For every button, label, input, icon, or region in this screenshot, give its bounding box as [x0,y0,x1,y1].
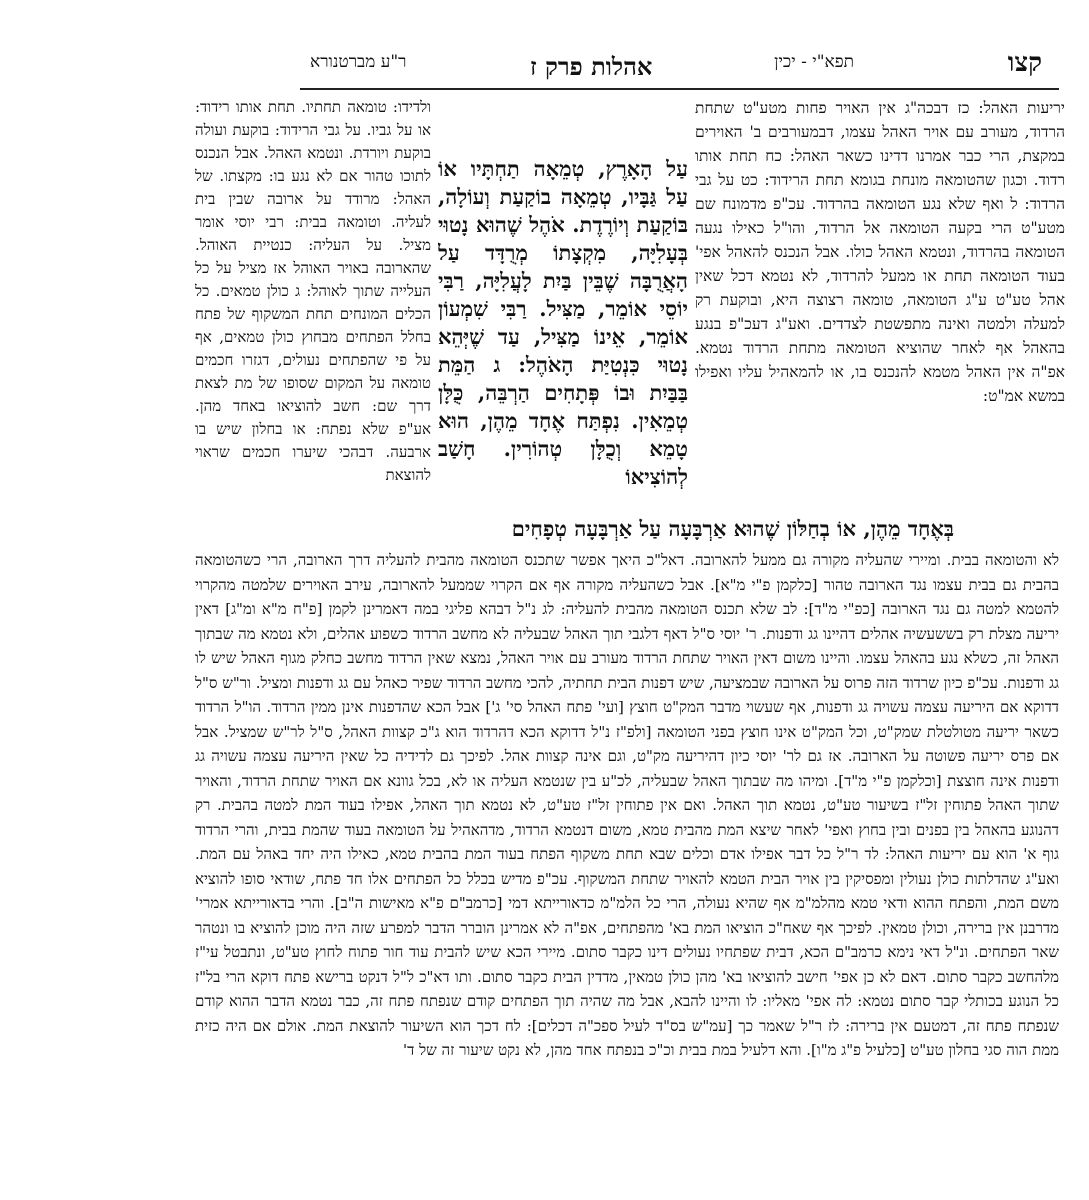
bartenura-text: ולדידו: טומאה תחתיו. תחת אותו רידוד: או על גביו. על גבי הרידוד: בוקעת ועולה בוקעת ויורדת. ונטמא האהל. אבל הנכנס לתוכו טהור אם לא נגע בו: מקצתו. של האהל: מרודד על ארובה שבין בית לעליה. וטומאה בבית: רבי יוסי אומר מציל. על העליה: כנטיית האוהל. שהארובה באויר האוהל אז מציל על כל העלייה שתוך לאוהל: ג כולן טמאים. כל הכלים המונחים תחת המשקוף של פתח בחלל הפתחים מבחוץ כולן טמאים, אף על פי שהפתחים נעולים, דגזרו חכמים טומאה על המקום שסופו של מת לצאת דרך שם: חשב להוציאו באחד מהן. אע"פ שלא נפתח: או בחלון שיש בו ארבעה. דבהכי שיערו חכמים שראוי להוצאת [195,98,431,484]
mishna-text-column [438,155,688,507]
mishna-opening: עַל הָאָרֶץ, טְמֵאָה תַחְתָּיו אוֹ עַל גַּבָּיו, טְמֵאָה בוֹקַעַת וְעוֹלָה, בּוֹקַעַת וְיוֹרֶדֶת. אֹהֶל שֶׁהוּא נָטוּי בְּעָלִיָּה, מִקְצָתוֹ מְרֻדָּד עַל הָאֲרֻבָּה שֶׁבֵּין בַּיִת לָעֲלִיָּה, רַבִּי יוֹסֵי אוֹמֵר, מַצִּיל. רַבִּי שִׁמְעוֹן אוֹמֵר, אֵינוֹ מַצִּיל, עַד שֶׁיְּהֵא נָטוּי כִּנְטִיַּת הָאֹהֶל: ג הַמֵּת בַּבַּיִת וּבוֹ פְּתָחִים הַרְבֵּה, כֻּלָּן טְמֵאִין. נִפְתַּח אֶחָד מֵהֶן, הוּא טָמֵא וְכֻלָּן טְהוֹרִין. חָשַׁב לְהוֹצִיאוֹ [438,156,688,489]
header-commentary: ר"ע מברטנורא [310,52,407,72]
running-header [300,48,1042,88]
header-rule [300,88,1059,90]
bartenura-commentary-column [195,96,431,506]
page-number: קצו [1007,48,1042,78]
yachin-text: יריעות האהל: כז דבכה"ג אין האויר פחות מטע"ט שתחת הרדוד, מעורב עם אויר האהל עצמו, דבמעורבים ב' האוירים במקצת, הרי כבר אמרנו דדינו כשאר האהל: כח תחת אותו רדוד. וכגון שהטומאה מונחת בגומא תחת הרידוד: כט על גבי הרדוד: ל ואף שלא נגע הטומאה בהרדוד. עכ"פ מדמונח שם מטע"ט הרי בקעה הטומאה אל הרדוד, והו"ל כאילו נגעה הטומאה בהרדוד, ונטמא האהל כולו. אבל הנכנס להאהל אפי' בעוד הטומאה תחת או ממעל להרדוד, לא נטמא דכל שאין אהל טע"ט ע"ג הטומאה, טומאה רצוצה היא, ובוקעת רק למעלה ולמטה ואינה מתפשטת לצדדים. ואע"ג דעכ"פ בנגע בהאהל אף לאחר שהוציא הטומאה מתחת הרדוד נטמא. אפ"ה אין האהל מטמא להנכנס בו, או להמאהיל עליו ואפילו במשא אמ"ט: [695,99,1065,405]
mishna-tail-text: בְּאֶחָד מֵהֶן, אוֹ בְחַלּוֹן שֶׁהוּא אַרְבָּעָה עַל אַרְבָּעָה טְפָחִים [511,516,954,541]
header-title: אהלות פרק ז [530,52,653,81]
yachin-commentary-column [695,96,1065,536]
bottom-commentary-text: לא והטומאה בבית. ומיירי שהעליה מקורה גם ממעל להארובה. דאל"כ היאך אפשר שתכנס הטומאה מהבית להעליה דרך הארובה, הרי כשהטומאה בהבית גם בבית עצמו נגד הארובה טהור [כלקמן פ"י מ"א]. אבל כשהעליה מקורה אף אם הקרוי שממעל להארובה, עירב האוירים שלמטה מהקרוי להטמא למטה גם נגד הארובה [כפ"י מ"ד]: לב שלא תכנס הטומאה מהבית להעליה: לג נ"ל דבהא פליגי במה דאמרינן לקמן [פ"ח מ"א ומ"ג] דאין יריעה מצלת רק בששעשיה אהלים דהיינו גג ודפנות. ר' יוסי ס"ל דאף דלגבי תוך האהל שבעליה לא מחשב הרדוד כשפוע אהלים, ולא נטמא מה שבתוך האהל זה, כשלא נגע בהאהל עצמו. והיינו משום דאין האויר שתחת הרדוד מעורב עם אויר האהל, נמצא שאין הרדוד מחשב כחלק מגוף האהל שיש לו גג ודפנות. עכ"פ כיון שרדוד הזה פרוס על הארובה שבמציעה, שיש דפנות הבית תחתיה, להכי מחשב הרדוד שפיר כאהל עם גג ודפנות ומציל. ור"ש ס"ל דדוקא אם היריעה עצמה עשויה גג ודפנות, אף שעשוי מדבר המק"ט חוצץ [ועי' פתח האהל סי' ג'] אבל הכא שהדפנות אינן ממין הרדוד. הו"ל הרדוד כשאר יריעה מטולטלת שמק"ט, וכל המק"ט אינו חוצץ בפני הטומאה [ולפ"ז נ"ל דדוקא הכא דהרדוד הוא ג"כ קצוות האהל, ס"ל לר"ש שמציל. אבל אם פרס יריעה פשוטה על הארובה. אז גם לר' יוסי כיון דהיריעה מק"ט, וגם אינה קצוות אהל. לפיכך גם לדידיה כל שאין היריעה עצמה עשויה גג ודפנות אינה חוצצת [וכלקמן פ"י מ"ד]. ומיהו מה שבתוך האהל שבעליה, לכ"ע בין שנטמא העליה או לא, בכל גוונא אם האויר שתחת הרדוד, והאויר שתוך האהל פתוחין זל"ז בשיעור טע"ט, נטמא תוך האהל. ואם אין פתוחין זל"ז טע"ט, לא נטמא תוך האהל, אפילו בעוד המת למטה בהבית. רק דהנוגע בהאהל בין בפנים ובין בחוץ ואפי' לאחר שיצא המת מהבית טמא, משום דנטמא הרדוד, מדהאהיל על הטומאה בעוד שהמת בבית, והרי הרדוד גוף א' הוא עם יריעות האהל: לד ר"ל כל דבר אפילו אדם וכלים שבא תחת משקוף הפתח בעוד המת בהבית טמא, כאילו היה יחד באהל עם המת. ואע"ג שהדלתות כולן נעולין ומפסיקין בין אויר הבית הטמא להאויר שתחת המשקוף. עכ"פ מדיש בכלל כל הפתחים אלו חד פתח, שודאי סופו להוציא משם המת, והפתח ההוא ודאי טמא מהלמ"מ אף שהיא נעולה, הרי כל הלמ"מ כדאורייתא דמי [כרמב"ם פ"א מאישות ה"ב]. והרי בדאורייתא אמרי' מדרבנן אין ברירה, וכולן טמאין. לפיכך אף שאח"כ הוציאו המת בא' מהפתחים, אפ"ה לא אמרינן הוברר הדבר למפרע שזה היה מוכן להוציא בו ונטהר שאר הפתחים. ונ"ל דאי נימא כרמב"ם הכא, דבית שפתחיו נעולים דינו כקבר סתום. מיירי הכא שיש להבית עוד חור פתוח לחוץ טע"ט, ונתבטל עי"ז מלהחשב כקבר סתום. דאם לא כן אפי' חישב להוציאו בא' מהן כולן טמאין, מדדין הבית כקבר סתום. ותו דא"כ ל"ל דנקט ברישא פתח דוקא הרי בל"ז כל הנוגע בכותלי קבר סתום נטמא: לה אפי' מאליו: לו והיינו להבא, אבל מה שהיה תוך הפתחים קודם שנפתח פתח זה, כבר נטמא הדבר ההוא קודם שנפתח פתח זה, דמטעם אין ברירה: לז ר"ל שאמר כך [עמ"ש בס"ד לעיל ספכ"ה דכלים]: לח דכך הוא השיעור להוצאת המת. אולם אם היה כזית ממת הוה סגי בחלון טע"ט [כלעיל פ"ג מ"ו]. והא דלעיל במת בבית וכ"כ בנפתח אחד מהן, לא נקט שיעור זה של ד' [195,551,1059,1059]
boaz-commentary-block [195,548,1059,1188]
header-range: תפא"י - יכין [774,52,854,72]
mishna-tail-line [438,516,954,546]
